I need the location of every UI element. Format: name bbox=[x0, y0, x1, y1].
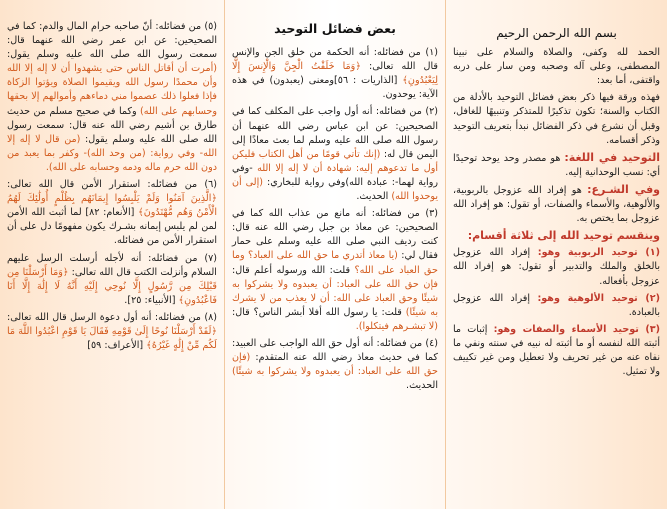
virtue-6-quran: ﴿الَّذِينَ آمَنُوا وَلَمْ يَلْبِسُوا إِيمَانَهُم بِظُلْمٍ أُولَٰئِكَ لَهُمُ الْأَمْنُ وَهُم مُّهْتَدُونَ﴾ bbox=[7, 193, 217, 219]
virtue-7-quran: ﴿وَمَا أَرْسَلْنَا مِن قَبْلِكَ مِن رَّسُولٍ إِلَّا نُوحِي إِلَيْهِ أَنَّهُ لَا إِلَٰهَ إِلَّا أَنَا فَاعْبُدُونِ﴾ bbox=[7, 266, 217, 306]
intro-paragraph: الحمد لله وكفى، والصلاة والسلام على نبينا المصطفى، وعلى آله وصحبه ومن سار على دربه واقتفى، أما بعد: bbox=[453, 47, 660, 87]
division-item-3-text: إثبات ما أثبته الله لنفسه أو ما أثبته له نبيه في سنته ونفي ما نفاه عنه من غير تحريف ولا تعطيل ومن غير تكييف ولا تمثيل. bbox=[453, 323, 660, 378]
virtue-7 bbox=[7, 252, 217, 308]
virtue-8 bbox=[7, 311, 217, 353]
division-item-1-text: إفراد الله عزوجل بالخلق والملك والتدبير أو تقول: هو إفراد الله عزوجل بأفعاله. bbox=[453, 247, 660, 287]
division-item-2-label: (٢) توحيد الألوهية وهو: bbox=[537, 292, 661, 304]
virtue-2 bbox=[232, 105, 438, 204]
virtue-4 bbox=[232, 337, 438, 393]
virtue-3-hadith: (يا معاذ أتدري ما حق الله على العباد؟ وما حق العباد على الله؟ bbox=[232, 250, 438, 276]
virtue-1 bbox=[232, 46, 438, 102]
virtue-1-quran: ﴿وَمَا خَلَقْتُ الْجِنَّ وَالْإِنسَ إِلَّا لِيَعْبُدُونِ﴾ bbox=[232, 61, 438, 87]
division-item-2 bbox=[453, 292, 660, 320]
virtue-7-ref: [الأنبياء: ٢٥]. bbox=[124, 294, 176, 306]
virtue-2-end: الحديث. bbox=[356, 191, 389, 203]
virtue-8-quran: ﴿لَقَدْ أَرْسَلْنَا نُوحًا إِلَىٰ قَوْمِهِ فَقَالَ يَا قَوْمِ اعْبُدُوا اللَّهَ مَا لَكُم مِّنْ إِلَٰهٍ غَيْرُهُ﴾ bbox=[7, 325, 217, 352]
left-column bbox=[0, 0, 225, 509]
definition-sharia-label: وفي الشـرع: bbox=[587, 182, 660, 196]
division-item-3 bbox=[453, 323, 660, 379]
virtue-7-text: (٧) من فضائله: أنه لأجله أرسلت الرسل عليهم السلام وأنزلت الكتب قال الله تعالى: bbox=[7, 252, 217, 278]
virtue-4-text: (٤) من فضائله: أنه أول حق الله الواجب على العبيد: كما في حديث معاذ رضي الله عنه المتقدم: bbox=[232, 337, 438, 364]
right-column bbox=[446, 0, 667, 509]
definition-language-label: التوحيد في اللغة: bbox=[564, 150, 660, 164]
virtue-2-text: (٢) من فضائله: أنه أول واجب على المكلف كما في الصحيحين: عن ابن عباس رضي الله عنهما أن رسول الله صلى الله عليه وسلم لما بعث معاذًا إلى اليمن قال له: bbox=[232, 106, 438, 160]
virtue-3-note: قلت: الله ورسوله أعلم قال: bbox=[232, 264, 351, 276]
division-item-3-label: (٣) توحيد الأسماء والصفات وهو: bbox=[493, 323, 660, 335]
virtue-8-text: (٨) من فضائله: أنه أول دعوة الرسل قال الله تعالى: bbox=[7, 311, 217, 323]
virtue-5-text: (٥) من فضائله: أنّ صاحبه حرام المال والدم: كما في الصحيحين: عن ابن عمر رضي الله عنهما قال: سمعت رسول الله صلى الله عليه وسلم يقول: bbox=[7, 21, 217, 61]
virtue-6-text: (٦) من فضائله: استقرار الأمن قال الله تعالى: bbox=[7, 179, 217, 191]
virtue-1-ref: [الذاريات : ٥٦]ومعنى (يعبدون) في هذه الآية: يوحدون. bbox=[232, 75, 438, 101]
definition-language-text: هو مصدر وحد يوحد توحيدًا أي: نسب الوحدانية إليه. bbox=[453, 152, 660, 178]
virtue-5 bbox=[7, 20, 217, 175]
purpose-paragraph: فهذه ورقة فيها ذكر بعض فضائل التوحيد بالأدلة من الكتاب والسنة؛ تكون تذكيرًا للمتذكر وتنبيهًا للغافل، وقبل أن نشرع في ذكر الفضائل نبدأ بتعريف التوحيد وذكر أقسامه. bbox=[453, 92, 660, 146]
virtue-2-note: -وفي رواية لهما-: عبادة الله)وفي رواية للبخاري: bbox=[232, 162, 438, 188]
division-item-1 bbox=[453, 246, 660, 288]
middle-column bbox=[225, 0, 446, 509]
virtue-4-end: الحديث. bbox=[406, 380, 438, 392]
virtue-5-hadith-2: (من قال لا إله إلا الله- وفي رواية: (من وحد الله)- وكفر بما يعبد من دون الله حرم ماله ودمه وحسابه على الله). bbox=[7, 133, 217, 173]
virtue-5-hadith: (أمرت أن أقاتل الناس حتى يشهدوا أن لا إله إلا الله وأن محمدًا رسول الله ويقيموا الصلاة ويؤتوا الزكاة فإذا فعلوا ذلك عصموا مني دماءهم وأموالهم إلا بحقها وحسابهم على الله) bbox=[7, 63, 217, 117]
virtue-3 bbox=[232, 207, 438, 334]
virtue-2-hadith-2: (إلى أن يوحدوا الله) bbox=[232, 176, 438, 203]
definition-language bbox=[453, 151, 660, 180]
division-item-2-text: إفراد الله عزوجل بالعبادة. bbox=[453, 292, 660, 318]
virtue-4-hadith: (فإن حق الله على العباد: أن يعبدوه ولا يشركوا به شيئًا) bbox=[232, 352, 438, 378]
division-heading: وينقسم توحيد الله إلى ثلاثة أقسام: bbox=[467, 229, 660, 243]
virtue-6 bbox=[7, 178, 217, 248]
virtue-6-ref: [الأنعام: ٨٢] لما أثبت الله الأمن لمن لم يلبس إيمانه بشـرك يكون مفهومًا دل على أن استقرار الأمن من فضائله. bbox=[7, 207, 217, 247]
definition-sharia bbox=[453, 183, 660, 226]
virtue-5-note: وكما في صحيح مسلم من حديث طارق بن أشيم رضي الله عنه قال: سمعت رسول الله صلى الله عليه وسلم يقول: bbox=[7, 105, 217, 145]
page-title: بعض فضائل التوحيد bbox=[274, 21, 396, 36]
virtue-3-note-2: قلت: يا رسول الله أفلا أبشر الناس؟ قال: bbox=[232, 306, 402, 318]
virtue-3-hadith-3: (لا تبشـرهم فيتكلوا). bbox=[355, 320, 438, 332]
virtue-3-text: (٣) من فضائله: أنه مانع من عذاب الله كما في الصحيحين: عن معاذ بن جبل رضي الله عنه قال: كنت رديف النبي صلى الله عليه وسلم على حمار فقال لي: bbox=[232, 208, 438, 262]
virtue-3-hadith-2: فإن حق الله على العباد: أن يعبدوه ولا يشركوا به شيئًا وحق العباد على الله: أن لا يعذب من لا يشرك به شيئًا) bbox=[232, 278, 439, 318]
virtue-1-text: (١) من فضائله: أنه الحكمة من خلق الجن والإنس قال الله تعالى: bbox=[232, 47, 438, 73]
division-item-1-label: (١) توحيد الربوبية وهو: bbox=[537, 247, 660, 259]
virtue-2-hadith: (إنك تأتي قومًا من أهل الكتاب فليكن أول ما تدعوهم إليه: شهادة أن لا إله إلا الله bbox=[232, 148, 438, 174]
virtue-8-ref: [الأعراف: ٥٩] bbox=[87, 340, 144, 352]
definition-sharia-text: هو إفراد الله عزوجل بالربوبية، والألوهية، والأسماء والصفات، أو تقول: هو إفراد الله عزوجل بما يختص به. bbox=[453, 184, 660, 225]
basmala-heading: بسم الله الرحمن الرحيم bbox=[496, 26, 617, 40]
